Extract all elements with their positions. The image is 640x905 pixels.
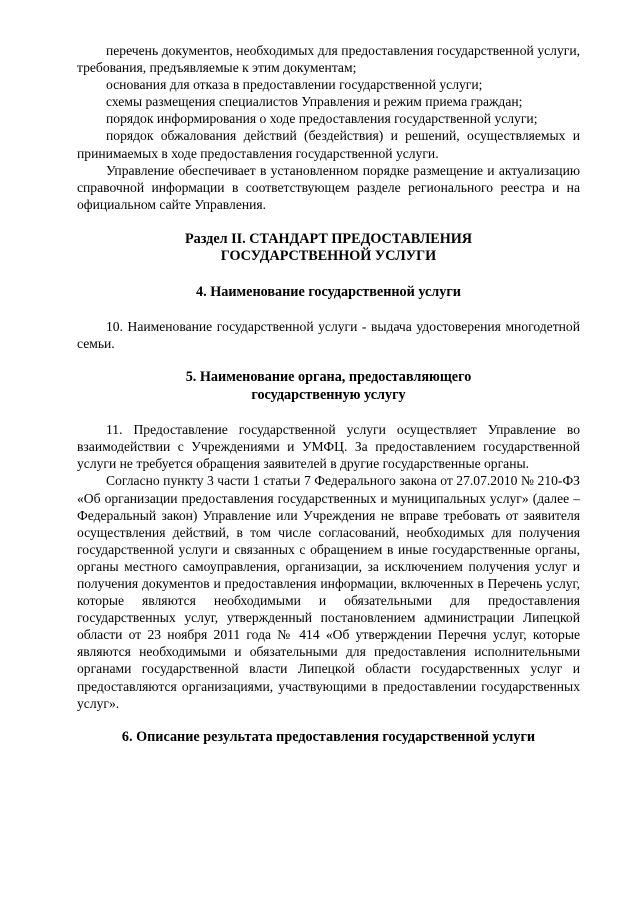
section-title-line-1: Раздел II. СТАНДАРТ ПРЕДОСТАВЛЕНИЯ — [184, 230, 473, 247]
heading-providing-body — [77, 369, 580, 404]
heading-providing-body-line-2: государственную услугу — [251, 386, 406, 403]
heading-service-name: 4. Наименование государственной услуги — [196, 283, 461, 300]
paragraph-federal-law: Согласно пункту 3 части 1 статьи 7 Федерального закона от 27.07.2010 № 210-ФЗ «Об организации предоставления государственных и муниципальных услуг» (далее – Федеральный закон) Управление или Учреждения не вправе требовать от заявителя осуществления действий, в том числе согласований, необходимых для получения государственной услуги и связанных с обращением в иные государственные органы, органы местного самоуправления, организации, за исключением получения услуг и получения документов и предоставления информации, включенных в Перечень услуг, которые являются необходимыми и обязательными для предоставления государственных услуг, утвержденный постановлением администрации Липецкой области от 23 ноября 2011 года № 414 «Об утверждении Перечня услуг, которые являются необходимыми и обязательными для предоставления исполнительными органами государственной власти Липецкой области государственных услуг и предоставляются организациями, участвующими в предоставлении государственных услуг». — [77, 473, 580, 711]
heading-providing-body-line-1: 5. Наименование органа, предоставляющего — [185, 369, 472, 386]
paragraph-11: 11. Предоставление государственной услуги осуществляет Управление во взаимодействии с Учреждениями и УМФЦ. За предоставлением государственной услуги не требуется обращения заявителей в другие государственные органы. — [77, 422, 580, 472]
paragraph-10: 10. Наименование государственной услуги - выдача удостоверения многодетной семьи. — [77, 319, 580, 352]
paragraph-informing-order: порядок информирования о ходе предоставления государственной услуги; — [106, 111, 538, 127]
paragraph-refusal-grounds: основания для отказа в предоставлении государственной услуги; — [106, 77, 483, 93]
paragraph-staff-schedule: схемы размещения специалистов Управления и режим приема граждан; — [106, 94, 523, 110]
paragraph-info-placement: Управление обеспечивает в установленном порядке размещение и актуализацию справочной информации в соответствующем разделе регионального реестра и на официальном сайте Управления. — [77, 162, 580, 212]
paragraph-documents-list: перечень документов, необходимых для предоставления государственной услуги, требования, предъявляемые к этим документам; — [77, 43, 580, 76]
paragraph-appeal-order: порядок обжалования действий (бездействия) и решений, осуществляемых и принимаемых в ходе предоставления государственной услуги. — [77, 128, 580, 161]
section-title — [77, 231, 580, 266]
heading-service-result: 6. Описание результата предоставления государственной услуги — [121, 728, 536, 745]
section-title-line-2: ГОСУДАРСТВЕННОЙ УСЛУГИ — [220, 248, 437, 265]
